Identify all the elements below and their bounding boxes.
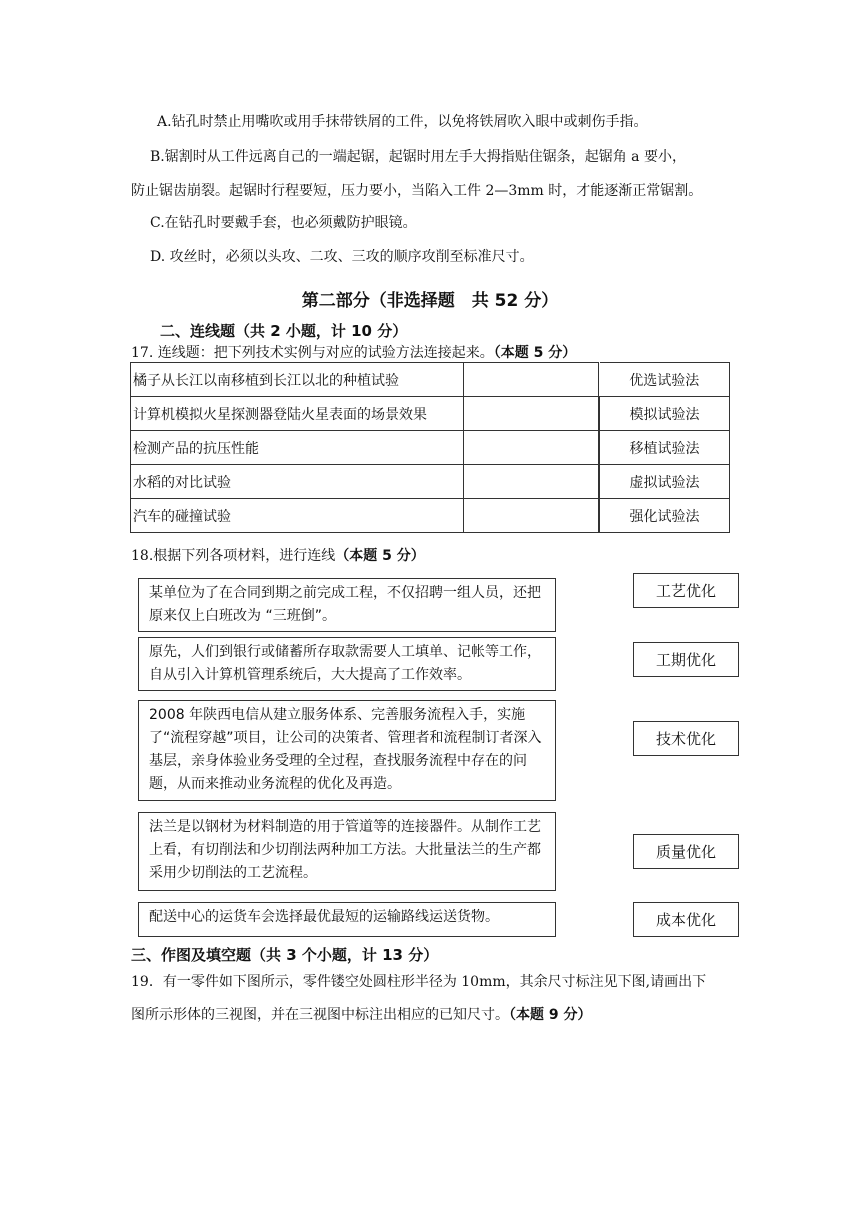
q17-connect-area[interactable] bbox=[464, 431, 599, 465]
q17-prompt bbox=[131, 343, 576, 363]
option-b: B.锯割时从工件远离自己的一端起锯，起锯时用左手大拇指贴住锯条，起锯角 a 要小， bbox=[150, 149, 686, 165]
option-d: D. 攻丝时，必须以头攻、二攻、三攻的顺序攻削至标准尺寸。 bbox=[150, 249, 534, 265]
part2-title: 第二部分（非选择题 共 52 分） bbox=[301, 291, 559, 311]
q17-left-item: 计算机模拟火星探测器登陆火星表面的场景效果 bbox=[131, 397, 464, 431]
q17-right-item: 模拟试验法 bbox=[600, 397, 730, 431]
q18-right-item: 工期优化 bbox=[633, 642, 739, 677]
q18-right-item: 工艺优化 bbox=[633, 573, 739, 608]
section3-title: 三、作图及填空题（共 3 个小题，计 13 分） bbox=[131, 946, 439, 964]
q18-right-item: 技术优化 bbox=[633, 721, 739, 756]
q17-left-item: 水稻的对比试验 bbox=[131, 465, 464, 499]
q17-right-item: 移植试验法 bbox=[600, 431, 730, 465]
q18-right-item: 质量优化 bbox=[633, 834, 739, 869]
q17-left-item: 检测产品的抗压性能 bbox=[131, 431, 464, 465]
q17-matching-table bbox=[130, 362, 730, 533]
q17-right-item: 优选试验法 bbox=[600, 363, 730, 397]
q18-right-item: 成本优化 bbox=[633, 902, 739, 937]
option-a: A.钻孔时禁止用嘴吹或用手抹带铁屑的工件，以免将铁屑吹入眼中或刺伤手指。 bbox=[157, 114, 648, 130]
q18-left-item: 2008 年陕西电信从建立服务体系、完善服务流程入手，实施了“流程穿越”项目，让公司的决策者、管理者和流程制订者深入基层，亲身体验业务受理的全过程，查找服务流程中存在的问题，从而来推动业务流程的优化及再造。 bbox=[138, 700, 556, 801]
q17-right-item: 强化试验法 bbox=[600, 499, 730, 533]
q19-text: 图所示形体的三视图，并在三视图中标注出相应的已知尺寸。 bbox=[131, 1007, 509, 1023]
q18-left-item: 某单位为了在合同到期之前完成工程，不仅招聘一组人员，还把原来仅上白班改为 “三班倒”。 bbox=[138, 578, 556, 632]
q17-left-item: 汽车的碰撞试验 bbox=[131, 499, 464, 533]
section2-title: 二、连线题（共 2 小题，计 10 分） bbox=[160, 322, 408, 340]
q17-connect-area[interactable] bbox=[464, 465, 599, 499]
table-row bbox=[131, 397, 730, 431]
q18-left-item: 法兰是以钢材为材料制造的用于管道等的连接器件。从制作工艺上看，有切削法和少切削法两种加工方法。大批量法兰的生产都采用少切削法的工艺流程。 bbox=[138, 812, 556, 891]
q17-right-item: 虚拟试验法 bbox=[600, 465, 730, 499]
table-row bbox=[131, 499, 730, 533]
table-row bbox=[131, 363, 730, 397]
q18-left-item: 原先，人们到银行或储蓄所存取款需要人工填单、记帐等工作，自从引入计算机管理系统后，大大提高了工作效率。 bbox=[138, 637, 556, 691]
q19-line1: 19．有一零件如下图所示，零件镂空处圆柱形半径为 10mm，其余尺寸标注见下图,请画出下 bbox=[131, 974, 707, 990]
q19-line2 bbox=[131, 1005, 592, 1025]
q18-text: 18.根据下列各项材料，进行连线 bbox=[131, 548, 336, 564]
q18-left-item: 配送中心的运货车会选择最优最短的运输路线运送货物。 bbox=[138, 902, 556, 937]
option-b-cont: 防止锯齿崩裂。起锯时行程要短，压力要小，当陷入工件 2—3mm 时，才能逐渐正常锯割。 bbox=[131, 183, 703, 199]
q17-connect-area[interactable] bbox=[464, 499, 599, 533]
q17-points: （本题 5 分） bbox=[493, 345, 577, 361]
table-row bbox=[131, 431, 730, 465]
q17-left-item: 橘子从长江以南移植到长江以北的种植试验 bbox=[131, 363, 464, 397]
q17-connect-area[interactable] bbox=[464, 397, 599, 431]
q18-points: （本题 5 分） bbox=[335, 548, 425, 564]
q17-text: 17. 连线题：把下列技术实例与对应的试验方法连接起来。 bbox=[131, 345, 494, 361]
q17-connect-area[interactable] bbox=[464, 363, 599, 397]
q19-points: （本题 9 分） bbox=[509, 1007, 592, 1023]
q18-prompt bbox=[131, 546, 425, 566]
table-row bbox=[131, 465, 730, 499]
option-c: C.在钻孔时要戴手套，也必须戴防护眼镜。 bbox=[150, 215, 417, 231]
